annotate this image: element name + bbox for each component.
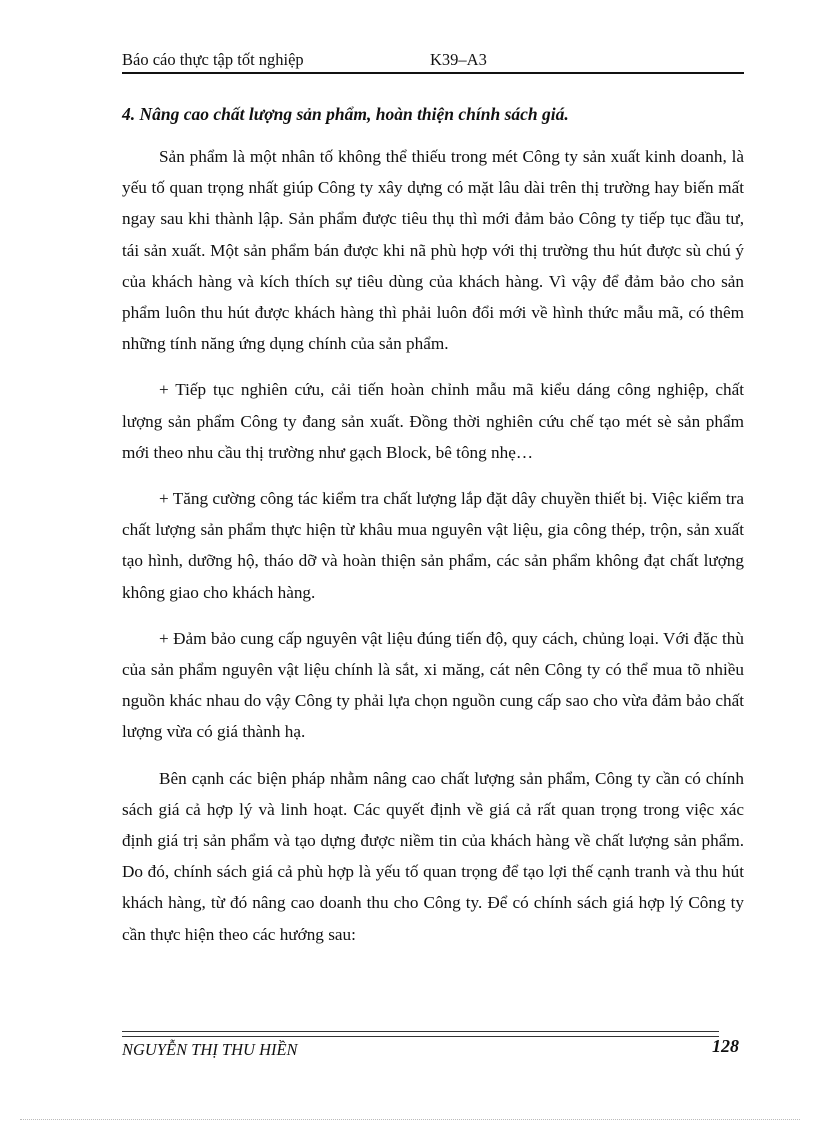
section-heading bbox=[122, 104, 744, 125]
paragraph: + Tăng cường công tác kiểm tra chất lượng lắp đặt dây chuyền thiết bị. Việc kiểm tra chất lượng sản phẩm thực hiện từ khâu mua nguyên vật liệu, gia công thép, trộn, sản xuất tạo hình, dưỡng hộ, tháo dỡ và hoàn thiện sản phẩm, các sản phẩm không đạt chất lượng không giao cho khách hàng. bbox=[122, 489, 744, 602]
section-number: 4 bbox=[122, 104, 131, 124]
paragraph: + Đảm bảo cung cấp nguyên vật liệu đúng tiến độ, quy cách, chủng loại. Với đặc thù của sản phẩm nguyên vật liệu chính là sắt, xi măng, cát nên Công ty có thể mua tõ nhiều nguồn khác nhau do vậy Công ty phải lựa chọn nguồn cung cấp sao cho vừa đảm bảo chất lượng vừa có giá thành hạ. bbox=[122, 628, 744, 742]
page-bottom-border bbox=[20, 1119, 800, 1120]
page-header bbox=[122, 48, 744, 74]
paragraph: Bên cạnh các biện pháp nhằm nâng cao chất lượng sản phẩm, Công ty cần có chính sách giá cả hợp lý và linh hoạt. Các quyết định về giá cả rất quan trọng trong việc xác định giá trị sản phẩm và tạo dựng được niềm tin của khách hàng về chất lượng sản phẩm. Do đó, chính sách giá cả phù hợp là yếu tố quan trọng để tạo lợi thế cạnh tranh và thu hút khách hàng, từ đó nâng cao doanh thu cho Công ty. Để có chính sách giá hợp lý Công ty cần thực hiện theo các hướng sau: bbox=[122, 768, 744, 944]
class-code: K39–A3 bbox=[430, 50, 487, 69]
footer-divider bbox=[122, 1031, 719, 1037]
author-name: NGUYỄN THỊ THU HIỀN bbox=[122, 1040, 298, 1059]
paragraph: + Tiếp tục nghiên cứu, cải tiến hoàn chỉnh mẫu mã kiểu dáng công nghiệp, chất lượng sản phẩm Công ty đang sản xuất. Đồng thời nghiên cứu chế tạo mét sè sản phẩm mới theo nhu cầu thị trường như gạch Block, bê tông nhẹ… bbox=[122, 380, 744, 462]
page-number: 128 bbox=[712, 1036, 739, 1056]
paragraph: Sản phẩm là một nhân tố không thể thiếu trong mét Công ty sản xuất kinh doanh, là yếu tố quan trọng nhất giúp Công ty xây dựng có mặt lâu dài trên thị trường hay biến mất ngay sau khi thành lập. Sản phẩm được tiêu thụ thì mới đảm bảo Công ty tiếp tục đầu tư, tái sản xuất. Một sản phẩm bán được khi nã phù hợp với thị trường thu hút được sù chú ý của khách hàng và kích thích sự tiêu dùng của khách hàng. Vì vậy để đảm bảo cho sản phẩm luôn thu hút được khách hàng thì phải luôn đổi mới về hình thức mẫu mã, có thêm những tính năng ứng dụng chính của sản phẩm. bbox=[122, 147, 744, 354]
section-title: . Nâng cao chất lượng sản phẩm, hoàn thiện chính sách giá. bbox=[130, 104, 569, 124]
report-title: Báo cáo thực tập tốt nghiệp bbox=[122, 50, 304, 69]
document-body bbox=[122, 141, 744, 965]
